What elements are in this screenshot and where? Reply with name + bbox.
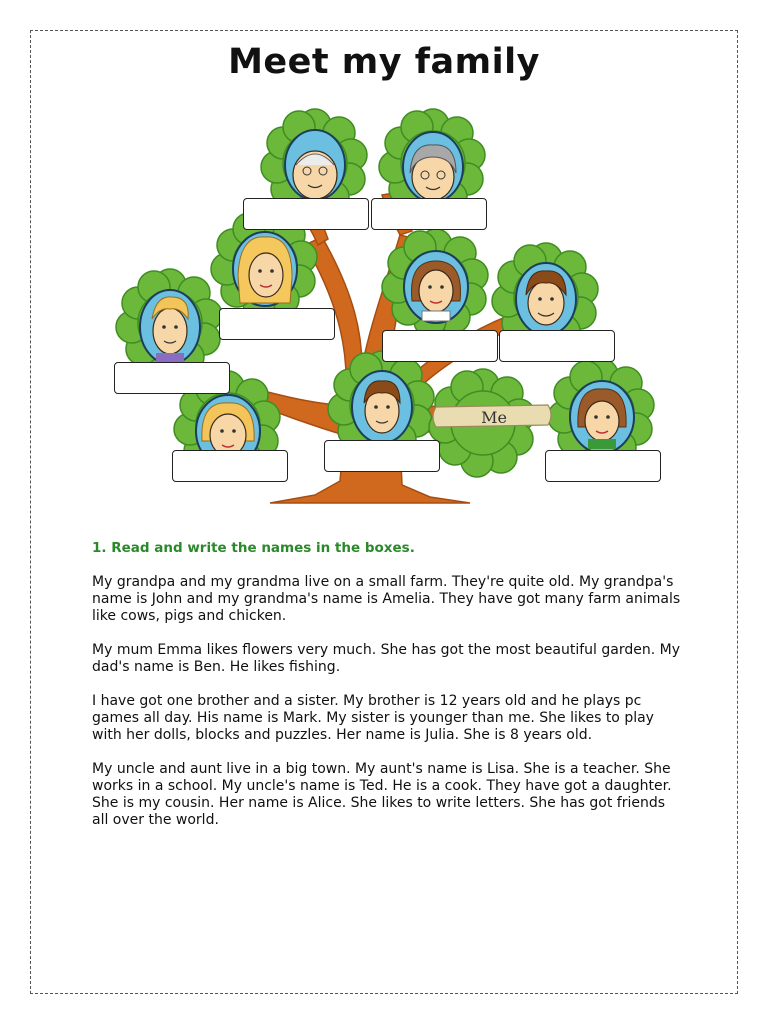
story-text	[92, 574, 682, 846]
me-banner	[433, 405, 551, 427]
grandpa-portrait	[285, 130, 345, 200]
name-box-sister[interactable]	[545, 450, 661, 482]
brother-portrait	[352, 371, 412, 443]
grandma-portrait	[403, 132, 463, 202]
mum-portrait	[233, 232, 297, 306]
name-box-grandpa[interactable]	[243, 198, 369, 230]
story-paragraph-grandparents: My grandpa and my grandma live on a small farm. They're quite old. My grandpa's name is John and my grandma's name is Amelia. They have got many farm animals like cows, pigs and chicken.	[92, 574, 681, 624]
story-paragraph-uncle-aunt: My uncle and aunt live in a big town. My aunt's name is Lisa. She is a teacher. She works in a school. My uncle's name is Ted. He is a cook. They have got a daughter. She is my cousin. Her name is Alice. She likes to write letters. She has got friends all over the world.	[92, 761, 672, 828]
name-box-mum[interactable]	[219, 308, 335, 340]
name-box-grandma[interactable]	[371, 198, 487, 230]
uncle-portrait	[140, 290, 200, 364]
aunt-portrait	[404, 251, 468, 323]
sister-portrait	[570, 381, 634, 453]
name-box-uncle[interactable]	[114, 362, 230, 394]
name-box-dad[interactable]	[499, 330, 615, 362]
story-paragraph-parents: My mum Emma likes flowers very much. She has got the most beautiful garden. My dad's name is Ben. He likes fishing.	[92, 642, 680, 675]
page-title: Meet my family	[228, 42, 540, 82]
name-box-aunt[interactable]	[382, 330, 498, 362]
dad-portrait	[516, 263, 576, 335]
name-box-cousin[interactable]	[172, 450, 288, 482]
story-paragraph-siblings: I have got one brother and a sister. My brother is 12 years old and he plays pc games all day. His name is Mark. My sister is younger than me. She likes to play with her dolls, blocks and puzzles. Her name is Julia. She is 8 years old.	[92, 693, 654, 743]
me-label: Me	[481, 408, 507, 427]
task-heading: 1. Read and write the names in the boxes.	[92, 540, 415, 556]
name-box-brother[interactable]	[324, 440, 440, 472]
